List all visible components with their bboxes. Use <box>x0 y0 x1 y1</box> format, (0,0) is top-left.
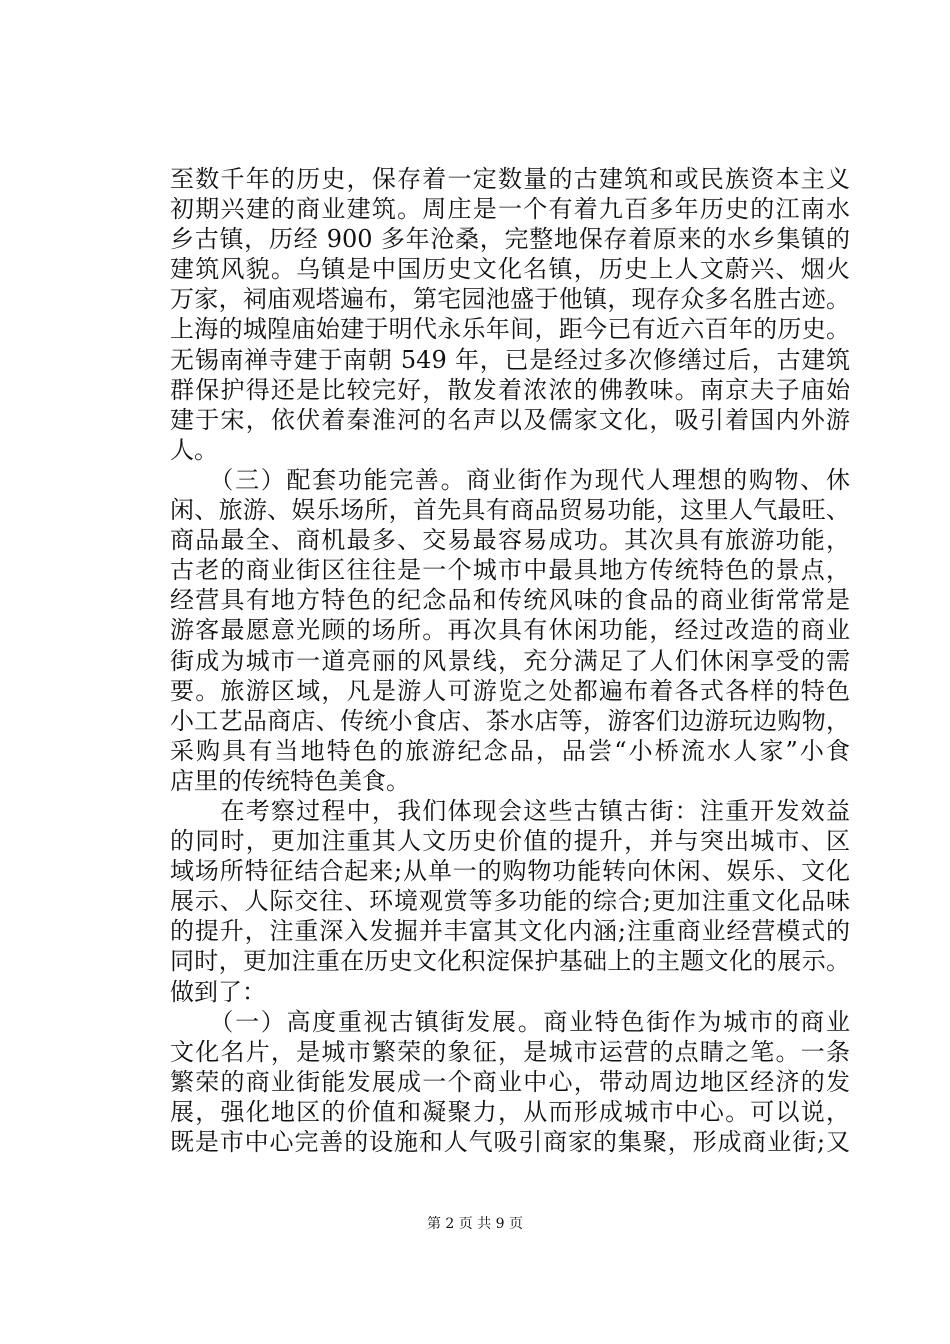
text-line: （三）配套功能完善。商业街作为现代人理想的购物、休 <box>170 465 850 494</box>
text-line: 建筑风貌。乌镇是中国历史文化名镇，历史上人文蔚兴、烟火 <box>170 255 850 284</box>
text-line: 的同时，更加注重其人文历史价值的提升，并与突出城市、区 <box>170 827 850 856</box>
text-line: 游客最愿意光顾的场所。再次具有休闲功能，经过改造的商业 <box>170 616 850 645</box>
text-line: 建于宋，依伏着秦淮河的名声以及儒家文化，吸引着国内外游 <box>170 405 850 434</box>
text-line: 乡古镇，历经 900 多年沧桑，完整地保存着原来的水乡集镇的 <box>170 225 850 254</box>
text-line: 文化名片，是城市繁荣的象征，是城市运营的点睛之笔。一条 <box>170 1037 850 1066</box>
text-line: 小工艺品商店、传统小食店、茶水店等，游客们边游玩边购物， <box>170 706 850 735</box>
text-line: 展示、人际交往、环境观赏等多功能的综合;更加注重文化品味 <box>170 887 850 916</box>
text-line: （一）高度重视古镇街发展。商业特色街作为城市的商业 <box>170 1007 850 1036</box>
text-line: 人。 <box>170 435 218 464</box>
text-line: 采购具有当地特色的旅游纪念品，品尝“小桥流水人家”小食 <box>170 736 850 765</box>
text-line: 街成为城市一道亮丽的风景线，充分满足了人们休闲享受的需 <box>170 646 850 675</box>
text-line: 既是市中心完善的设施和人气吸引商家的集聚，形成商业街;又 <box>170 1128 850 1156</box>
text-line: 繁荣的商业街能发展成一个商业中心，带动周边地区经济的发 <box>170 1067 850 1096</box>
text-line: 上海的城隍庙始建于明代永乐年间，距今已有近六百年的历史。 <box>170 315 850 344</box>
text-line: 经营具有地方特色的纪念品和传统风味的食品的商业街常常是 <box>170 586 850 615</box>
text-line: 古老的商业街区往往是一个城市中最具地方传统特色的景点， <box>170 556 850 585</box>
text-line: 同时，更加注重在历史文化积淀保护基础上的主题文化的展示。 <box>170 947 850 976</box>
text-line: 展，强化地区的价值和凝聚力，从而形成城市中心。可以说， <box>170 1097 850 1126</box>
text-line: 域场所特征结合起来;从单一的购物功能转向休闲、娱乐、文化 <box>170 857 850 886</box>
text-line: 店里的传统特色美食。 <box>170 766 410 795</box>
text-line: 无锡南禅寺建于南朝 549 年，已是经过多次修缮过后，古建筑 <box>170 345 850 374</box>
text-line: 群保护得还是比较完好，散发着浓浓的佛教味。南京夫子庙始 <box>170 375 850 404</box>
page-footer: 第 2 页 共 9 页 <box>426 1216 524 1232</box>
text-line: 初期兴建的商业建筑。周庄是一个有着九百多年历史的江南水 <box>170 195 850 224</box>
text-line: 至数千年的历史，保存着一定数量的古建筑和或民族资本主义 <box>170 165 850 193</box>
text-line: 做到了： <box>170 977 266 1006</box>
text-line: 在考察过程中，我们体现会这些古镇古街：注重开发效益 <box>170 796 850 825</box>
text-line: 要。旅游区域，凡是游人可游览之处都遍布着各式各样的特色 <box>170 676 850 705</box>
text-line: 万家，祠庙观塔遍布，第宅园池盛于他镇，现存众多名胜古迹。 <box>170 285 850 314</box>
text-line: 的提升，注重深入发掘并丰富其文化内涵;注重商业经营模式的 <box>170 917 850 946</box>
body-text <box>170 164 850 1157</box>
text-line: 闲、旅游、娱乐场所，首先具有商品贸易功能，这里人气最旺、 <box>170 496 850 525</box>
text-line: 商品最全、商机最多、交易最容易成功。其次具有旅游功能， <box>170 526 850 555</box>
